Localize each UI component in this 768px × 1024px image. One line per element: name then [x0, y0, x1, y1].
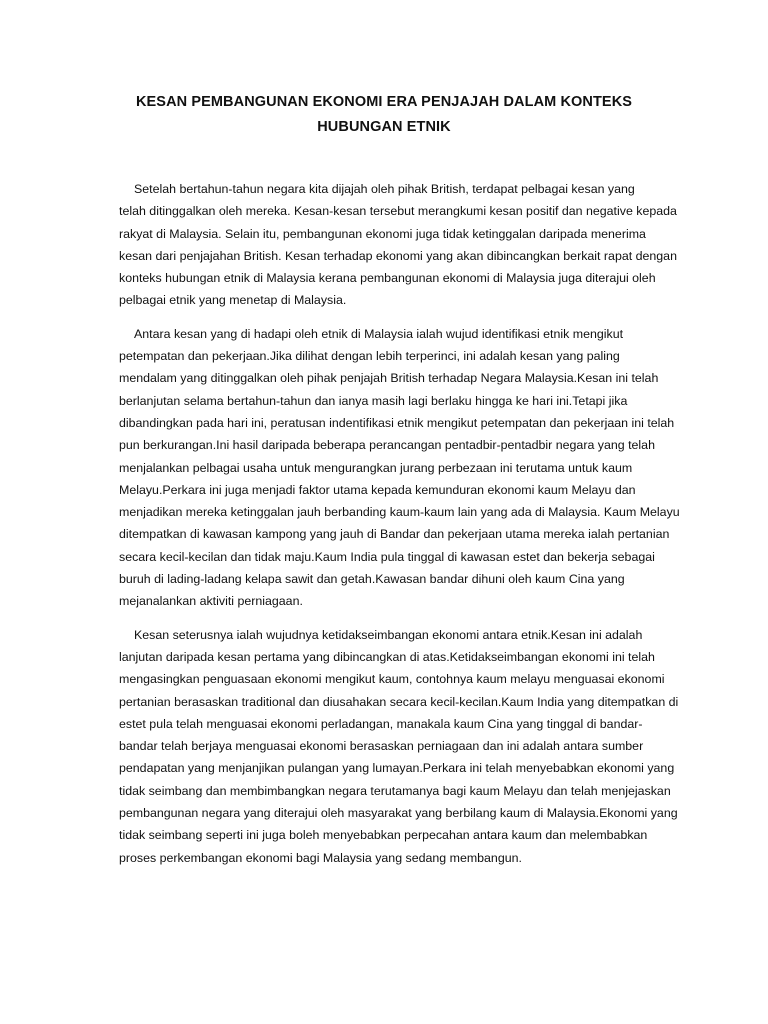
- text-line: telah ditinggalkan oleh mereka. Kesan-kesan tersebut merangkumi kesan positif dan negative kepada: [119, 204, 677, 219]
- document-title: [90, 90, 678, 140]
- text-line: tidak seimbang seperti ini juga boleh menyebabkan perpecahan antara kaum dan melembabkan: [119, 828, 648, 843]
- text-line: ditempatkan di kawasan kampong yang jauh di Bandar dan pekerjaan utama mereka ialah pertanian: [119, 527, 670, 542]
- title-line: KESAN PEMBANGUNAN EKONOMI ERA PENJAJAH DALAM KONTEKS: [135, 94, 633, 110]
- text-line: tidak seimbang dan membimbangkan negara terutamanya bagi kaum Melayu dan telah menjejaskan: [119, 783, 671, 798]
- text-line: pendapatan yang menjanjikan pulangan yang lumayan.Perkara ini telah menyebabkan ekonomi yang: [119, 761, 675, 776]
- paragraph-3: [119, 624, 679, 869]
- text-line: konteks hubungan etnik di Malaysia kerana pembangunan ekonomi di Malaysia juga diterajui oleh: [119, 271, 656, 286]
- text-line: estet pula telah menguasai ekonomi perladangan, manakala kaum Cina yang tinggal di bandar-: [119, 716, 643, 731]
- text-line: Melayu.Perkara ini juga menjadi faktor utama kepada kemunduran ekonomi kaum Melayu dan: [119, 482, 636, 497]
- paragraph-2: [119, 323, 680, 613]
- text-line: proses perkembangan ekonomi bagi Malaysia yang sedang membangun.: [119, 850, 522, 865]
- text-line: rakyat di Malaysia. Selain itu, pembangunan ekonomi juga tidak ketinggalan daripada menerima: [119, 226, 646, 241]
- text-line: lanjutan daripada kesan pertama yang dibincangkan di atas.Ketidakseimbangan ekonomi ini telah: [119, 649, 655, 664]
- text-line: buruh di lading-ladang kelapa sawit dan getah.Kawasan bandar dihuni oleh kaum Cina yang: [119, 572, 625, 587]
- text-line: pun berkurangan.Ini hasil daripada beberapa perancangan pentadbir-pentadbir negara yang telah: [119, 438, 655, 453]
- text-line: pembangunan negara yang diterajui oleh masyarakat yang berbilang kaum di Malaysia.Ekonomi yang: [119, 806, 678, 821]
- text-line: pelbagai etnik yang menetap di Malaysia.: [119, 293, 347, 308]
- text-line: mengasingkan penguasaan ekonomi mengikut kaum, contohnya kaum melayu menguasai ekonomi: [119, 672, 665, 687]
- text-line: mendalam yang ditinggalkan oleh pihak penjajah British terhadap Negara Malaysia.Kesan ini telah: [119, 371, 659, 386]
- text-line: kesan dari penjajahan British. Kesan terhadap ekonomi yang akan dibincangkan berkait rapat dengan: [119, 248, 677, 263]
- text-line: pertanian berasaskan traditional dan diusahakan secara kecil-kecilan.Kaum India yang ditempatkan di: [119, 694, 679, 709]
- title-line: HUBUNGAN ETNIK: [317, 119, 451, 135]
- text-line: menjalankan pelbagai usaha untuk mengurangkan jurang perbezaan ini terutama untuk kaum: [119, 460, 633, 475]
- text-line: mejanalankan aktiviti perniagaan.: [119, 594, 303, 609]
- document-body: [119, 178, 680, 880]
- text-line: Antara kesan yang di hadapi oleh etnik di Malaysia ialah wujud identifikasi etnik mengikut: [134, 326, 624, 341]
- text-line: berlanjutan selama bertahun-tahun dan ianya masih lagi berlaku hingga ke hari ini.Tetapi jika: [119, 393, 628, 408]
- paragraph-1: [119, 178, 677, 312]
- text-line: bandar telah berjaya menguasai ekonomi berasaskan perniagaan dan ini adalah antara sumber: [119, 739, 644, 754]
- text-line: menjadikan mereka ketinggalan jauh berbanding kaum-kaum lain yang ada di Malaysia. Kaum Melayu: [119, 505, 680, 520]
- text-line: petempatan dan pekerjaan.Jika dilihat dengan lebih terperinci, ini adalah kesan yang paling: [119, 349, 620, 364]
- text-line: dibandingkan pada hari ini, peratusan indentifikasi etnik mengikut petempatan dan pekerjaan ini telah: [119, 415, 675, 430]
- text-line: secara kecil-kecilan dan tidak maju.Kaum India pula tinggal di kawasan estet dan bekerja sebagai: [119, 549, 655, 564]
- text-line: Setelah bertahun-tahun negara kita dijajah oleh pihak British, terdapat pelbagai kesan yang: [134, 182, 635, 196]
- text-line: Kesan seterusnya ialah wujudnya ketidakseimbangan ekonomi antara etnik.Kesan ini adalah: [134, 627, 643, 642]
